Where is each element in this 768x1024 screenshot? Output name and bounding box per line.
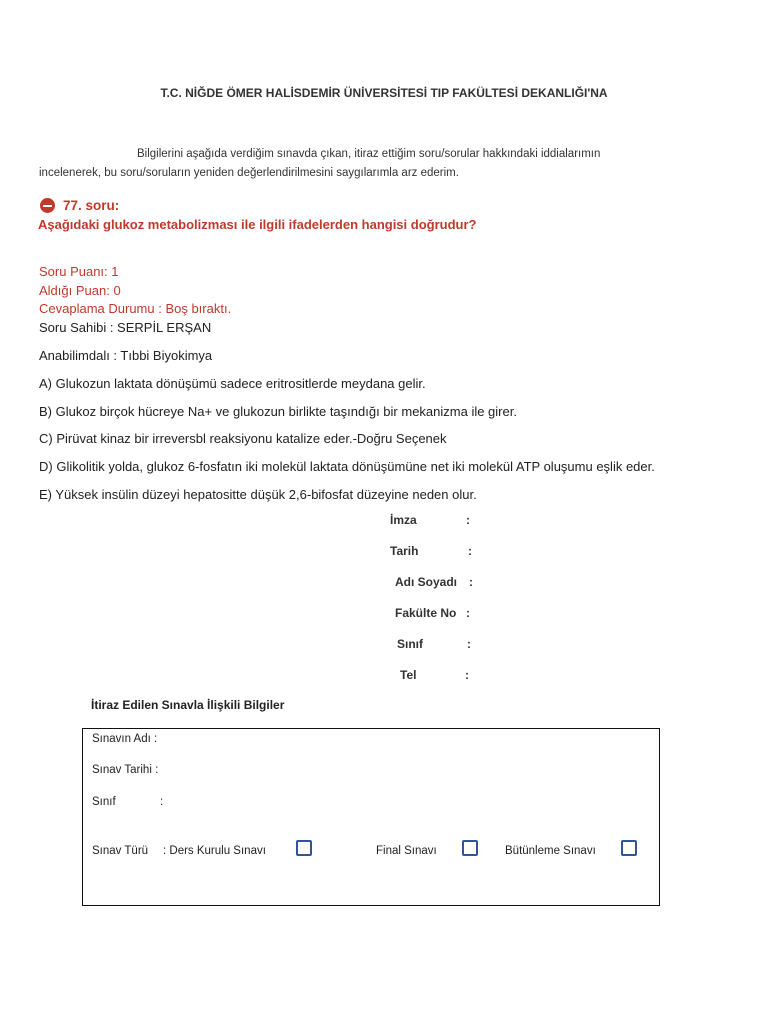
type-makeup-label: Bütünleme Sınavı [505,845,596,857]
option-b: B) Glukoz birçok hücreye Na+ ve glukozun birlikte taşındığı bir mekanizma ile girer. [39,404,517,419]
name-label: Adı Soyadı [395,575,458,589]
type-committee-label: : Ders Kurulu Sınavı [163,845,266,857]
question-score: Soru Puanı: 1 [39,264,119,279]
question-header [40,198,119,213]
exam-info-box [82,728,660,906]
phone-label: Tel [400,668,417,682]
faculty-no-colon: : [466,606,470,620]
signature-label: İmza [390,513,417,527]
type-final-label: Final Sınavı [376,845,437,857]
minus-circle-icon [40,198,55,213]
option-a: A) Glukozun laktata dönüşümü sadece eritrositlerde meydana gelir. [39,376,426,391]
option-c: C) Pirüvat kinaz bir irreversbl reaksiyonu katalize eder.-Doğru Seçenek [39,431,447,446]
question-text: Aşağıdaki glukoz metabolizması ile ilgili ifadelerden hangisi doğrudur? [38,217,477,232]
date-colon: : [468,544,472,558]
signature-colon: : [466,513,470,527]
final-exam-checkbox[interactable] [462,840,478,856]
name-colon: : [469,575,473,589]
exam-class-label: Sınıf [92,796,116,808]
department: Anabilimdalı : Tıbbi Biyokimya [39,348,213,363]
class-label: Sınıf [397,637,423,651]
question-number: 77. soru: [63,198,120,213]
page-title: T.C. NİĞDE ÖMER HALİSDEMİR ÜNİVERSİTESİ TIP FAKÜLTESİ DEKANLIĞI'NA [160,86,608,100]
exam-type-label: Sınav Türü [92,845,149,857]
phone-colon: : [465,668,469,682]
option-d: D) Glikolitik yolda, glukoz 6-fosfatın iki molekül laktata dönüşümüne net iki molekül ATP oluşumu eşlik eder. [39,459,655,474]
class-colon: : [467,637,471,651]
faculty-no-label: Fakülte No [395,606,457,620]
answer-status: Cevaplama Durumu : Boş bıraktı. [39,301,232,316]
committee-exam-checkbox[interactable] [296,840,312,856]
intro-line-2: incelenerek, bu soru/soruların yeniden değerlendirilmesini saygılarımla arz ederim. [39,167,459,179]
intro-line-1: Bilgilerini aşağıda verdiğim sınavda çıkan, itiraz ettiğim soru/sorular hakkındaki iddialarımın [137,148,601,160]
exam-info-title: İtiraz Edilen Sınavla İlişkili Bilgiler [91,698,285,712]
exam-name-label: Sınavın Adı : [92,733,158,745]
option-e: E) Yüksek insülin düzeyi hepatositte düşük 2,6-bifosfat düzeyine neden olur. [39,487,477,502]
received-score: Aldığı Puan: 0 [39,283,121,298]
question-owner: Soru Sahibi : SERPİL ERŞAN [39,320,212,335]
makeup-exam-checkbox[interactable] [621,840,637,856]
exam-class-colon: : [160,796,164,808]
exam-date-label: Sınav Tarihi : [92,764,159,776]
date-label: Tarih [390,544,419,558]
